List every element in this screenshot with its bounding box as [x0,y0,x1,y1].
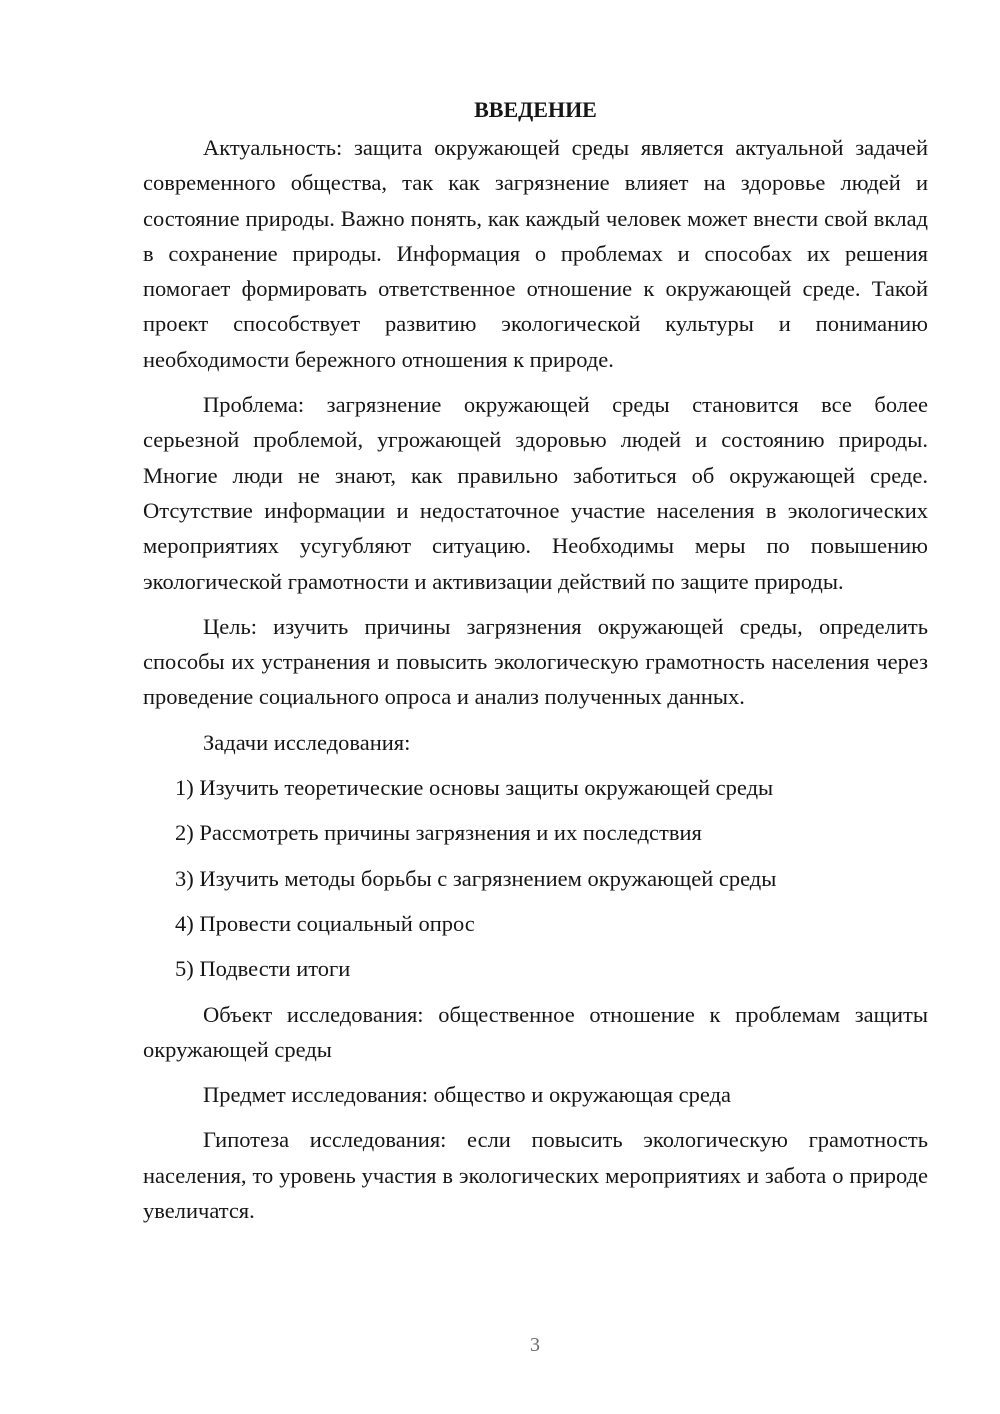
relevance-paragraph: Актуальность: защита окружающей среды является актуальной задачей современного общества, так как загрязнение влияет на здоровье людей и состояние природы. Важно понять, как каждый человек может внести свой вклад в сохранение природы. Информация о проблемах и способах их решения помогает формировать ответственное отношение к окружающей среде. Такой проект способствует развитию экологической культуры и пониманию необходимости бережного отношения к природе. [143,135,928,372]
task-item: 1) Изучить теоретические основы защиты окружающей среды [175,775,774,801]
task-item: 2) Рассмотреть причины загрязнения и их последствия [175,820,702,846]
task-item: 3) Изучить методы борьбы с загрязнением окружающей среды [175,865,777,891]
tasks-list [143,770,928,986]
tasks-heading: Задачи исследования: [203,729,411,755]
page-number: 3 [530,1334,540,1356]
task-item: 4) Провести социальный опрос [175,910,475,936]
page-title: ВВЕДЕНИЕ [474,97,597,122]
hypothesis-paragraph: Гипотеза исследования: если повысить экологическую грамотность населения, то уровень участия в экологических мероприятиях и забота о природе увеличатся. [143,1127,928,1224]
goal-paragraph: Цель: изучить причины загрязнения окружающей среды, определить способы их устранения и повысить экологическую грамотность населения через проведение социального опроса и анализ полученных данных. [143,613,928,710]
subject-paragraph: Предмет исследования: общество и окружающая среда [203,1082,732,1108]
object-paragraph: Объект исследования: общественное отношение к проблемам защиты окружающей среды [143,1001,928,1062]
document-page [143,92,928,1238]
problem-paragraph: Проблема: загрязнение окружающей среды становится все более серьезной проблемой, угрожающей здоровью людей и состоянию природы. Многие люди не знают, как правильно заботиться об окружающей среде. Отсутствие информации и недостаточное участие населения в экологических мероприятиях усугубляют ситуацию. Необходимы меры по повышению экологической грамотности и активизации действий по защите природы. [143,392,928,594]
task-item: 5) Подвести итоги [175,956,351,982]
